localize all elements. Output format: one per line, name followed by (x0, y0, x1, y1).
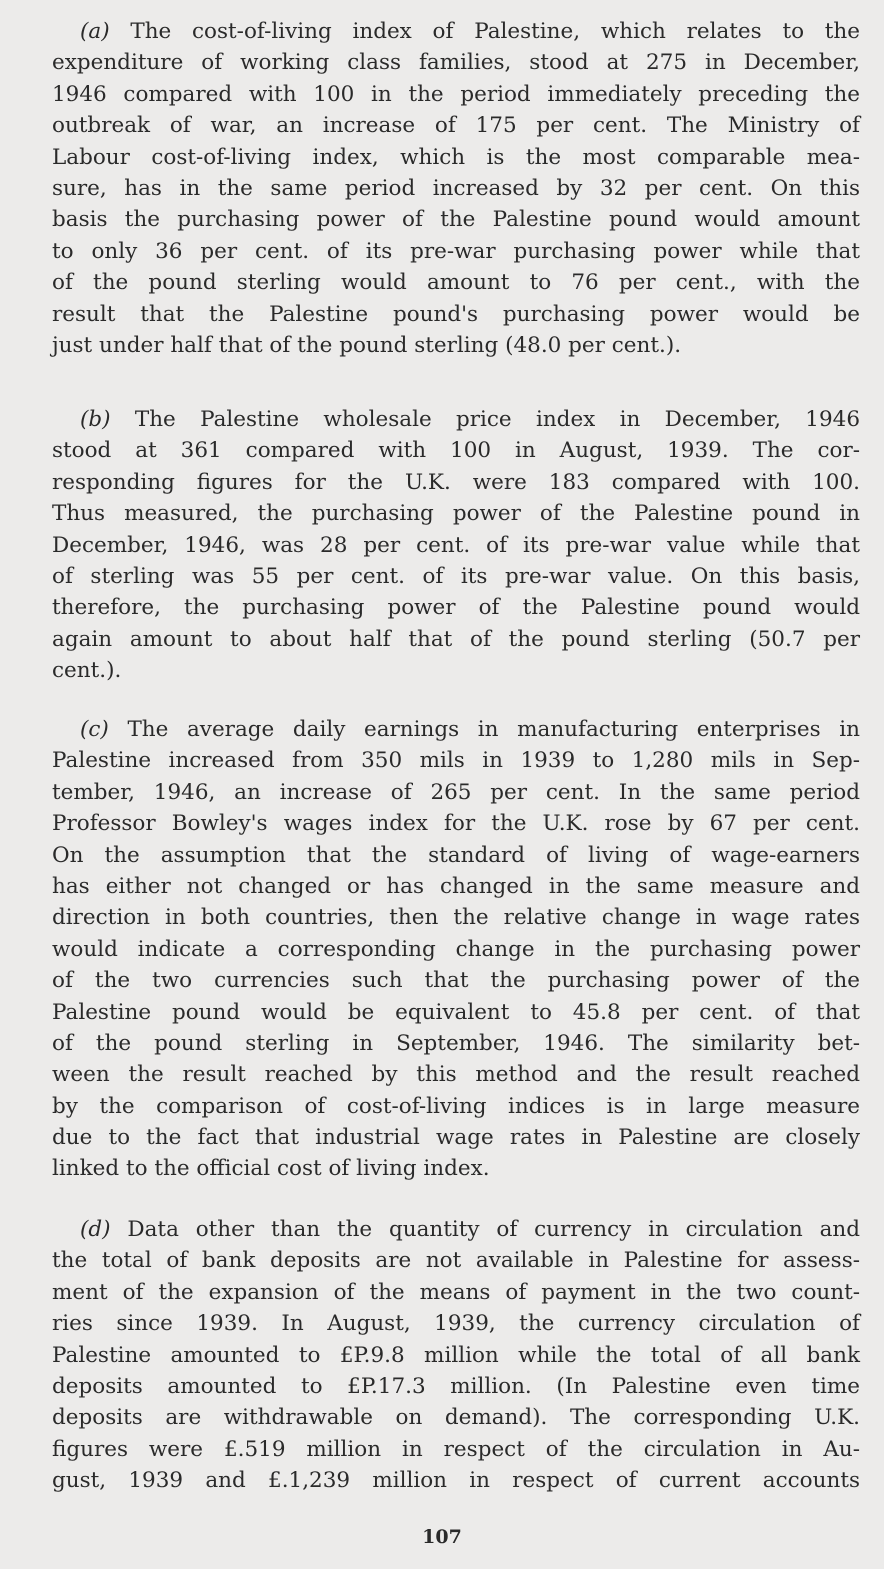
line-text: The average daily earnings in manufacturing enterprises in (127, 717, 860, 742)
line-text: ries since 1939. In August, 1939, the currency circulation of (52, 1311, 860, 1337)
paragraph-d (52, 1214, 860, 1497)
text-line (52, 1371, 860, 1402)
line-text: again amount to about half that of the pound sterling (50.7 per (52, 626, 860, 652)
text-line (52, 1277, 860, 1308)
text-line (52, 655, 860, 686)
text-line (52, 530, 860, 561)
text-line (52, 745, 860, 776)
line-text: figures were £.519 million in respect of the circulation in Au- (52, 1436, 860, 1462)
line-text: 1946 compared with 100 in the period immediately preceding the (52, 81, 860, 107)
line-text: ween the result reached by this method and the result reached (52, 1062, 860, 1088)
text-line (52, 467, 860, 498)
text-line (52, 997, 860, 1028)
text-line (52, 1028, 860, 1059)
text-line (52, 1434, 860, 1465)
line-text: would indicate a corresponding change in the purchasing power (52, 936, 860, 962)
line-text: The Palestine wholesale price index in December, 1946 (134, 407, 860, 432)
paragraph-label: (b) (80, 407, 111, 432)
line-text: Data other than the quantity of currency in circulation and (127, 1217, 860, 1242)
line-text: On the assumption that the standard of living of wage-earners (52, 842, 860, 868)
text-line (52, 1122, 860, 1153)
page-number: 107 (422, 1526, 462, 1548)
text-line (52, 236, 860, 267)
line-text: by the comparison of cost-of-living indices is in large measure (52, 1093, 860, 1119)
line-text: just under half that of the pound sterling (48.0 per cent.). (52, 332, 682, 358)
text-line (52, 777, 860, 808)
text-line (52, 330, 860, 361)
text-line (52, 1465, 860, 1496)
text-line (52, 561, 860, 592)
text-line (52, 299, 860, 330)
text-line (52, 1214, 860, 1245)
text-line (52, 404, 860, 435)
paragraph-label: (c) (80, 717, 109, 742)
text-line (52, 1091, 860, 1122)
line-text: to only 36 per cent. of its pre-war purchasing power while that (52, 238, 860, 264)
line-text: The cost-of-living index of Palestine, which relates to the (130, 19, 860, 44)
text-line (52, 435, 860, 466)
line-text: of the pound sterling in September, 1946. The similarity bet- (52, 1030, 860, 1056)
text-line (52, 1308, 860, 1339)
text-line (52, 142, 860, 173)
line-text: sure, has in the same period increased by 32 per cent. On this (52, 175, 860, 201)
line-text: Professor Bowley's wages index for the U.K. rose by 67 per cent. (52, 811, 860, 837)
line-text: cent.). (52, 658, 122, 684)
text-line (52, 79, 860, 110)
paragraph-b (52, 404, 860, 687)
text-line (52, 1245, 860, 1276)
paragraph-a (52, 16, 860, 361)
line-text: linked to the official cost of living index. (52, 1156, 490, 1182)
line-text: tember, 1946, an increase of 265 per cent. In the same period (52, 779, 860, 805)
line-text: December, 1946, was 28 per cent. of its pre-war value while that (52, 532, 860, 558)
text-line (52, 871, 860, 902)
line-text: ment of the expansion of the means of payment in the two count- (52, 1279, 860, 1305)
line-text: Labour cost-of-living index, which is the most comparable mea- (52, 144, 860, 170)
text-line (52, 204, 860, 235)
text-line (52, 934, 860, 965)
line-text: responding figures for the U.K. were 183 compared with 100. (52, 469, 860, 495)
line-text: deposits amounted to £P.17.3 million. (In Palestine even time (52, 1373, 860, 1399)
line-text: has either not changed or has changed in the same measure and (52, 873, 860, 899)
line-text: direction in both countries, then the relative change in wage rates (52, 905, 860, 931)
line-text: the total of bank deposits are not available in Palestine for assess- (52, 1248, 860, 1274)
line-text: gust, 1939 and £.1,239 million in respect of current accounts (52, 1468, 860, 1494)
text-line (52, 1340, 860, 1371)
text-line (52, 47, 860, 78)
line-text: Palestine increased from 350 mils in 1939 to 1,280 mils in Sep- (52, 748, 860, 774)
text-line (52, 840, 860, 871)
text-line (52, 808, 860, 839)
line-text: of sterling was 55 per cent. of its pre-war value. On this basis, (52, 563, 860, 589)
line-text: Thus measured, the purchasing power of the Palestine pound in (52, 501, 860, 527)
text-line (52, 16, 860, 47)
line-text: therefore, the purchasing power of the Palestine pound would (52, 595, 860, 621)
line-text: due to the fact that industrial wage rates in Palestine are closely (52, 1125, 860, 1151)
paragraph-label: (d) (80, 1217, 111, 1242)
line-text: expenditure of working class families, stood at 275 in December, (52, 50, 860, 76)
text-line (52, 965, 860, 996)
line-text: outbreak of war, an increase of 175 per cent. The Ministry of (52, 113, 860, 139)
paragraph-c (52, 714, 860, 1185)
line-text: stood at 361 compared with 100 in August, 1939. The cor- (52, 438, 860, 464)
text-line (52, 498, 860, 529)
line-text: of the two currencies such that the purchasing power of the (52, 968, 860, 994)
line-text: deposits are withdrawable on demand). The corresponding U.K. (52, 1405, 860, 1431)
text-line (52, 110, 860, 141)
line-text: result that the Palestine pound's purchasing power would be (52, 301, 860, 327)
text-line (52, 173, 860, 204)
text-line (52, 1059, 860, 1090)
line-text: Palestine amounted to £P.9.8 million while the total of all bank (52, 1342, 860, 1368)
paragraph-label: (a) (80, 19, 110, 44)
text-line (52, 1402, 860, 1433)
line-text: of the pound sterling would amount to 76 per cent., with the (52, 270, 860, 296)
text-line (52, 592, 860, 623)
line-text: Palestine pound would be equivalent to 45.8 per cent. of that (52, 999, 860, 1025)
text-line (52, 714, 860, 745)
text-line (52, 902, 860, 933)
text-line (52, 624, 860, 655)
text-line (52, 267, 860, 298)
line-text: basis the purchasing power of the Palestine pound would amount (52, 207, 860, 233)
text-line (52, 1153, 860, 1184)
